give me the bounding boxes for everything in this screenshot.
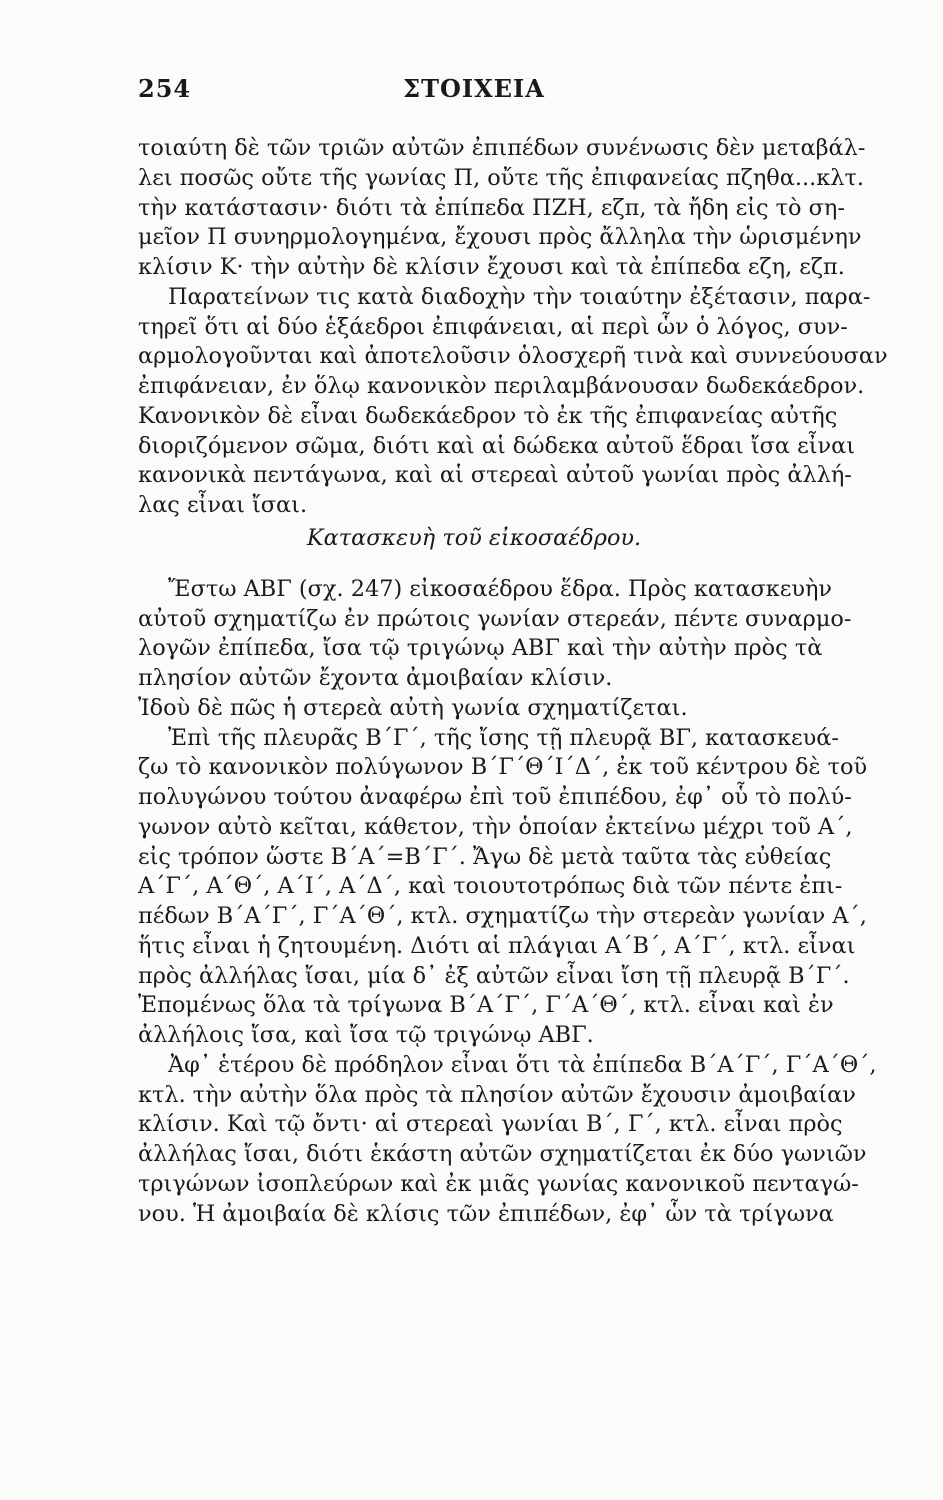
text-line: λας εἶναι ἴσαι. [138,492,308,518]
text-line: λει ποσῶς οὔτε τῆς γωνίας Π, οὔτε τῆς ἐπιφανείας πζηθα...κλτ. [138,164,864,191]
page-number: 254 [138,74,192,103]
text-line: Ἔστω ΑΒΓ (σχ. 247) εἰκοσαέδρου ἕδρα. Πρὸς κατασκευὴν [168,575,833,602]
running-title: ΣΤΟΙΧΕΙΑ [403,74,545,103]
text-line: Ἐπομένως ὅλα τὰ τρίγωνα Β΄Α΄Γ΄, Γ΄Α΄Θ΄, κτλ. εἶναι καὶ ἐν [138,992,834,1019]
text-line: Ἀφ᾽ ἑτέρου δὲ πρόδηλον εἶναι ὅτι τὰ ἐπίπεδα Β΄Α΄Γ΄, Γ΄Α΄Θ΄, [168,1051,877,1078]
paragraph [138,575,852,694]
paragraph [138,134,866,283]
text-line: Παρατείνων τις κατὰ διαδοχὴν τὴν τοιαύτην ἐξέτασιν, παρα- [168,283,871,310]
text-line: κλίσιν Κ· τὴν αὐτὴν δὲ κλίσιν ἔχουσι καὶ τὰ ἐπίπεδα εζη, εζπ. [138,254,845,280]
paragraph [138,1051,877,1230]
text-line: τηρεῖ ὅτι αἱ δύο ἑξάεδροι ἐπιφάνειαι, αἱ περὶ ὧν ὁ λόγος, συν- [138,313,848,340]
text-line: Κανονικὸν δὲ εἶναι δωδεκάεδρον τὸ ἐκ τῆς ἐπιφανείας αὐτῆς [138,402,838,429]
text-line: Ἰδοὺ δὲ πῶς ἡ στερεὰ αὐτὴ γωνία σχηματίζεται. [138,694,688,721]
text-line: νου. Ἡ ἀμοιβαία δὲ κλίσις τῶν ἐπιπέδων, ἐφ᾽ ὧν τὰ τρίγωνα [138,1200,834,1227]
body-text [138,134,888,1229]
text-line: τριγώνων ἰσοπλεύρων καὶ ἐκ μιᾶς γωνίας κανονικοῦ πενταγώ- [138,1170,859,1197]
text-line: μεῖον Π συνηρμολογημένα, ἔχουσι πρὸς ἄλληλα τὴν ὡρισμένην [138,224,862,251]
text-line: πολυγώνου τούτου ἀναφέρω ἐπὶ τοῦ ἐπιπέδου, ἐφ᾽ οὗ τὸ πολύ- [138,784,852,810]
text-line: αὐτοῦ σχηματίζω ἐν πρώτοις γωνίαν στερεάν, πέντε συναρμο- [138,605,852,632]
text-line: Ἐπὶ τῆς πλευρᾶς Β΄Γ΄, τῆς ἴσης τῇ πλευρᾷ ΒΓ, κατασκευά- [168,724,839,751]
paragraph [138,694,810,724]
text-line: ἐπιφάνειαν, ἐν ὅλῳ κανονικὸν περιλαμβάνουσαν δωδεκάεδρον. [138,373,865,399]
text-line: εἰς τρόπον ὥστε Β΄Α΄=Β΄Γ΄. Ἄγω δὲ μετὰ ταῦτα τὰς εὐθείας [138,843,832,870]
paragraph [138,724,868,1051]
text-line: τοιαύτη δὲ τῶν τριῶν αὐτῶν ἐπιπέδων συνένωσις δὲν μεταβάλ- [138,135,866,161]
paragraph [138,283,888,521]
text-line: ἀλλήλοις ἴσα, καὶ ἴσα τῷ τριγώνῳ ΑΒΓ. [138,1022,594,1048]
text-line: αρμολογοῦνται καὶ ἀποτελοῦσιν ὁλοσχερῆ τινὰ καὶ συννεύουσαν [138,343,888,370]
text-line: πέδων Β΄Α΄Γ΄, Γ΄Α΄Θ΄, κτλ. σχηματίζω τὴν στερεὰν γωνίαν Α΄, [138,903,867,929]
page-header [138,74,810,114]
text-line: ἀλλήλας ἴσαι, διότι ἑκάστη αὐτῶν σχηματίζεται ἐκ δύο γωνιῶν [138,1141,867,1167]
text-line: διοριζόμενον σῶμα, διότι καὶ αἱ δώδεκα αὐτοῦ ἕδραι ἴσα εἶναι [138,432,856,459]
text-line: πρὸς ἀλλήλας ἴσαι, μία δ᾽ ἐξ αὐτῶν εἶναι ἴση τῇ πλευρᾷ Β΄Γ΄. [138,962,850,989]
text-line: κανονικὰ πεντάγωνα, καὶ αἱ στερεαὶ αὐτοῦ γωνίαι πρὸς ἀλλή- [138,462,852,489]
text-line: γωνον αὐτὸ κεῖται, κάθετον, τὴν ὁποίαν ἐκτείνω μέχρι τοῦ Α΄, [138,813,853,840]
text-line: κτλ. τὴν αὐτὴν ὅλα πρὸς τὰ πλησίον αὐτῶν ἔχουσιν ἀμοιβαίαν [138,1081,856,1108]
text-line: λογῶν ἐπίπεδα, ἴσα τῷ τριγώνῳ ΑΒΓ καὶ τὴν αὐτὴν πρὸς τὰ [138,635,823,662]
text-line: ἥτις εἶναι ἡ ζητουμένη. Διότι αἱ πλάγιαι Α΄Β΄, Α΄Γ΄, κτλ. εἶναι [138,932,856,959]
text-line: πλησίον αὐτῶν ἔχοντα ἀμοιβαίαν κλίσιν. [138,665,613,691]
text-line: Α΄Γ΄, Α΄Θ΄, Α΄Ι΄, Α΄Δ΄, καὶ τοιουτοτρόπως διὰ τῶν πέντε ἐπι- [138,873,843,900]
section-heading: Κατασκευὴ τοῦ εἰκοσαέδρου. [306,524,642,551]
text-line: τὴν κατάστασιν· διότι τὰ ἐπίπεδα ΠΖΗ, εζπ, τὰ ἤδη εἰς τὸ ση- [138,194,845,221]
text-line: κλίσιν. Καὶ τῷ ὄντι· αἱ στερεαὶ γωνίαι Β΄, Γ΄, κτλ. εἶναι πρὸς [138,1111,843,1138]
text-line: ζω τὸ κανονικὸν πολύγωνον Β΄Γ΄Θ΄Ι΄Δ΄, ἐκ τοῦ κέντρου δὲ τοῦ [138,754,868,781]
